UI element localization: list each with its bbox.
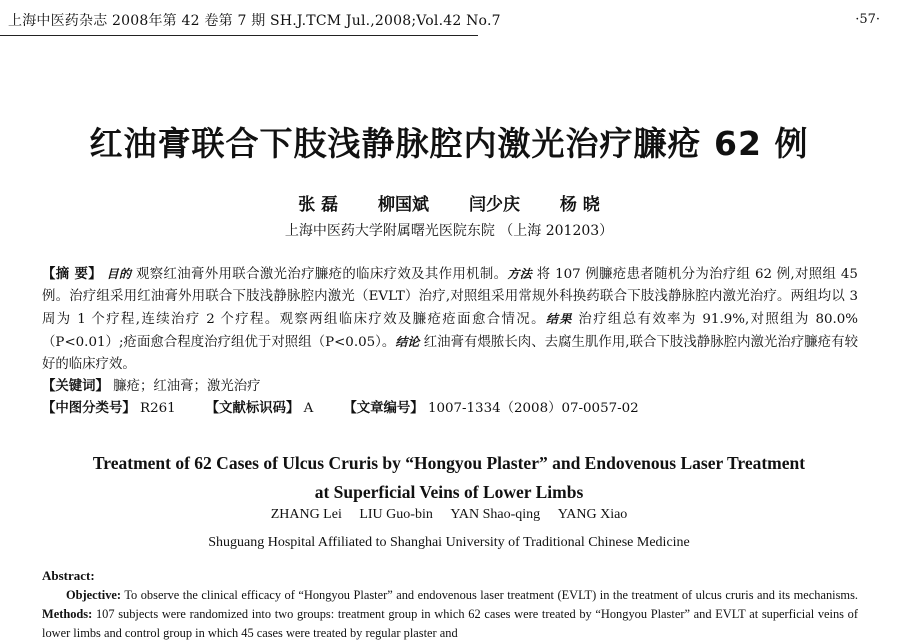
english-abstract (42, 586, 858, 643)
chinese-authors (0, 190, 898, 215)
keywords-line (42, 376, 858, 398)
english-authors (0, 507, 898, 523)
english-title (0, 449, 898, 507)
en-author-3: YAN Shao-qing (450, 507, 541, 522)
header-rule (0, 35, 478, 36)
en-objective-label: Objective: (66, 588, 122, 602)
results-text: 治疗组总有效率为 91.9%,对照组为 80.0%（P<0.01）;疮面愈合程度治疗组优于对照组（P<0.05）。 (42, 312, 858, 350)
en-author-4: YANG Xiao (557, 507, 628, 522)
author-4: 杨 晓 (559, 195, 600, 215)
keywords-label: 【关键词】 (42, 379, 109, 394)
en-author-2: LIU Guo-bin (359, 507, 433, 522)
classification-line (42, 398, 858, 420)
en-objective-text: To observe the clinical efficacy of “Hongyou Plaster” and endovenous laser treatment (EVLT) in the treatment of ulcus cruris and its mechanisms. (121, 588, 858, 602)
conclusion-label: 结论 (395, 335, 420, 349)
methods-text: 将 107 例臁疮患者随机分为治疗组 62 例,对照组 45 例。治疗组采用红油膏外用联合下肢浅静脉腔内激光（EVLT）治疗,对照组采用常规外科换药联合下肢浅静脉腔内激光治疗。两组均以 3 周为 1 个疗程,连续治疗 2 个疗程。观察两组临床疗效及臁疮疮面愈合情况。 (42, 267, 858, 327)
doc-code-value: A (303, 401, 314, 416)
english-title-line-2: at Superficial Veins of Lower Limbs (314, 482, 584, 502)
conclusion-text: 红油膏有煨脓长肉、去腐生肌作用,联合下肢浅静脉腔内激光治疗臁疮有较好的临床疗效。 (42, 335, 858, 372)
abstract-label: 【摘 要】 (42, 267, 103, 282)
article-number-value: 1007-1334（2008）07-0057-02 (427, 401, 639, 416)
methods-label: 方法 (507, 267, 533, 281)
clc-value: R261 (140, 401, 176, 416)
chinese-abstract-text (42, 263, 858, 376)
doc-code-label: 【文献标识码】 (205, 401, 300, 416)
english-abstract-heading: Abstract: (42, 568, 95, 583)
results-label: 结果 (545, 312, 573, 326)
chinese-affiliation: 上海中医药大学附属曙光医院东院 （上海 201203） (284, 223, 614, 239)
en-methods-text: 107 subjects were randomized into two groups: treatment group in which 62 cases were treated by “Hongyou Plaster” and EVLT at superficial veins of lower limbs and control group in which 45 cases were treated by regular plaster and (42, 607, 858, 640)
article-number-label: 【文章编号】 (343, 401, 424, 416)
author-3: 闫少庆 (468, 195, 520, 215)
chinese-title: 红油膏联合下肢浅静脉腔内激光治疗臁疮 62 例 (89, 124, 809, 163)
keywords-value: 臁疮；红油膏；激光治疗 (113, 379, 261, 394)
clc-label: 【中图分类号】 (42, 401, 136, 416)
page-number: ·57· (855, 12, 880, 27)
english-title-line-1: Treatment of 62 Cases of Ulcus Cruris by “Hongyou Plaster” and Endovenous Laser Treatment (92, 453, 806, 473)
chinese-abstract (42, 263, 858, 420)
english-affiliation: Shuguang Hospital Affiliated to Shanghai University of Traditional Chinese Medicine (208, 535, 690, 550)
en-author-1: ZHANG Lei (270, 507, 342, 522)
en-methods-label: Methods: (42, 607, 93, 621)
objective-label: 目的 (106, 267, 132, 281)
author-1: 张 磊 (298, 195, 339, 215)
journal-header: 上海中医药杂志 2008年第 42 卷第 7 期 SH.J.TCM Jul.,2008;Vol.42 No.7 (8, 13, 501, 29)
author-2: 柳国斌 (378, 195, 430, 215)
objective-text: 观察红油膏外用联合激光治疗臁疮的临床疗效及其作用机制。 (131, 267, 508, 282)
